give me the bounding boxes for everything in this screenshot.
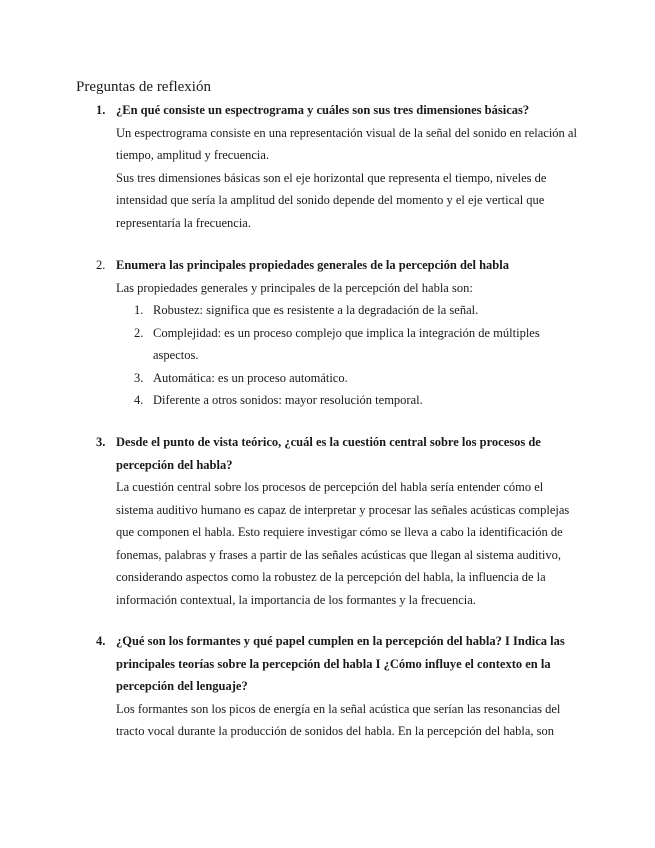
question-body	[116, 630, 578, 743]
question-number: 1.	[96, 103, 106, 117]
question-heading: ¿Qué son los formantes y qué papel cumplen en la percepción del habla? I Indica las principales teorías sobre la percepción del habla I ¿Cómo influye el contexto en la percepción del lenguaje?	[116, 634, 565, 693]
list-item	[116, 299, 578, 322]
answer-paragraph: Sus tres dimensiones básicas son el eje horizontal que representa el tiempo, niveles de intensidad que sería la amplitud del sonido depende del momento y el eje vertical que representaría la frecuencia.	[116, 170, 547, 230]
question-number: 3.	[96, 435, 106, 449]
list-item-text: Automática: es un proceso automático.	[153, 370, 348, 385]
question-body	[116, 99, 578, 234]
answer-intro: Las propiedades generales y principales de la percepción del habla son:	[116, 280, 473, 295]
question-heading: Enumera las principales propiedades generales de la percepción del habla	[116, 258, 509, 272]
question-heading: ¿En qué consiste un espectrograma y cuáles son sus tres dimensiones básicas?	[116, 103, 530, 117]
list-item-number: 1.	[134, 303, 144, 317]
list-item-text: Diferente a otros sonidos: mayor resolución temporal.	[153, 393, 423, 407]
list-item-text: Robustez: significa que es resistente a la degradación de la señal.	[153, 303, 479, 317]
question-heading: Desde el punto de vista teórico, ¿cuál es la cuestión central sobre los procesos de percepción del habla?	[116, 435, 541, 472]
properties-list	[116, 299, 578, 412]
question-number: 4.	[96, 634, 106, 648]
document-title: Preguntas de reflexión	[76, 79, 211, 95]
list-item-number: 3.	[134, 370, 144, 385]
list-item	[116, 322, 578, 367]
list-item-text: Complejidad: es un proceso complejo que implica la integración de múltiples aspectos.	[153, 325, 540, 362]
list-item-number: 2.	[134, 325, 144, 340]
question-body	[116, 254, 578, 412]
question-body	[116, 431, 578, 611]
answer-paragraph: La cuestión central sobre los procesos de percepción del habla sería entender cómo el sistema auditivo humano es capaz de interpretar y procesar las señales acústicas complejas que componen el habla. Esto requiere investigar cómo se lleva a cabo la identificación de fonemas, palabras y frases a partir de las señales acústicas que llegan al sistema auditivo, considerando aspectos como la robustez de la percepción del habla, la influencia de la información contextual, la importancia de los formantes y la frecuencia.	[116, 480, 570, 607]
answer-paragraph: Un espectrograma consiste en una representación visual de la señal del sonido en relación al tiempo, amplitud y frecuencia.	[116, 125, 577, 162]
list-item	[116, 367, 578, 390]
answer-paragraph: Los formantes son los picos de energía en la señal acústica que serían las resonancias del tracto vocal durante la producción de sonidos del habla. En la percepción del habla, son	[116, 701, 561, 738]
list-item	[116, 389, 578, 412]
list-item-number: 4.	[134, 393, 144, 407]
question-number: 2.	[96, 258, 106, 272]
